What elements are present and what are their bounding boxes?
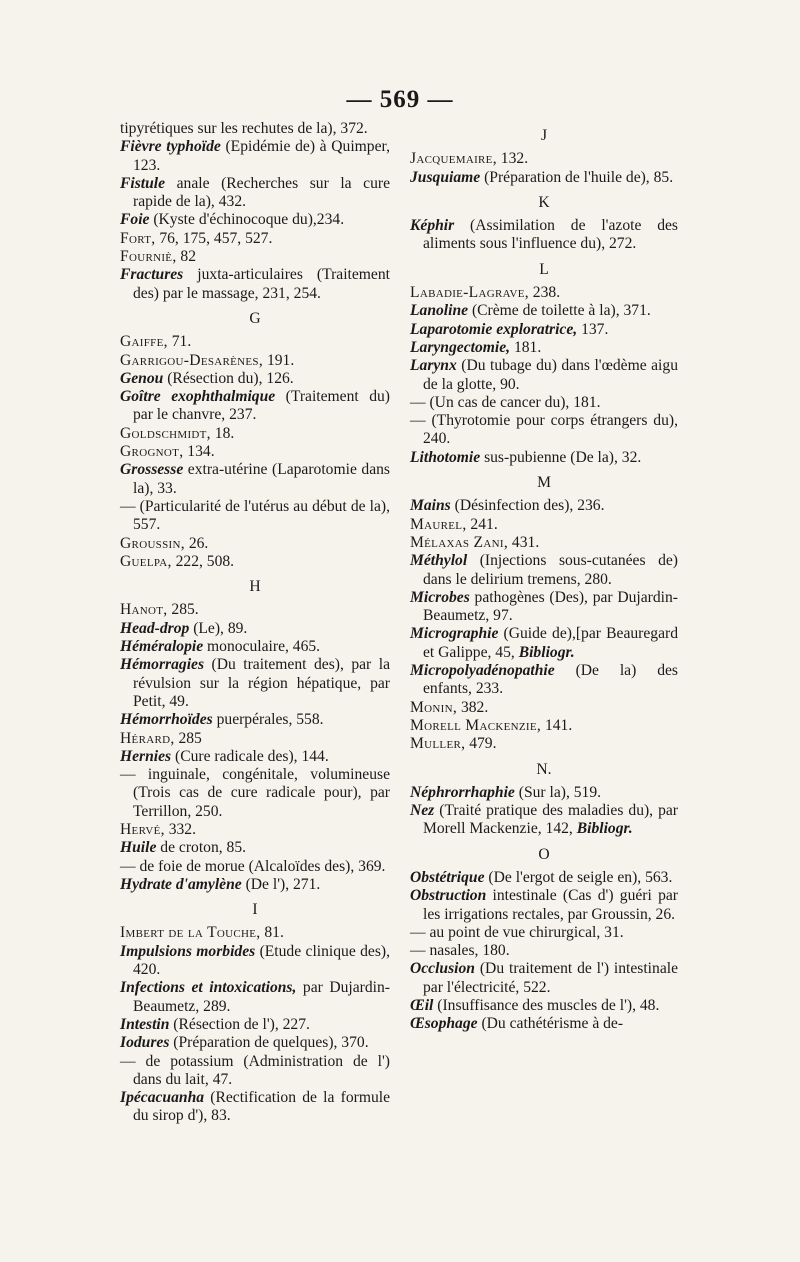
index-entry bbox=[120, 498, 390, 535]
entry-term: Goître exophthalmique bbox=[120, 388, 276, 406]
index-entry bbox=[410, 997, 678, 1015]
entry-term: Hémorrhoïdes bbox=[120, 711, 213, 729]
entry-text: — nasales, 180. bbox=[410, 942, 510, 960]
index-entry bbox=[120, 230, 390, 248]
entry-detail: 76, 175, 457, 527. bbox=[155, 229, 273, 247]
index-entry bbox=[120, 748, 390, 766]
entry-detail: (Le), 89. bbox=[189, 619, 248, 637]
entry-term: Képhir bbox=[410, 217, 455, 235]
entry-author: Fort, bbox=[120, 229, 156, 247]
index-entry bbox=[410, 625, 678, 662]
index-entry bbox=[410, 735, 678, 753]
entry-term: Jusquiame bbox=[410, 168, 481, 186]
index-entry bbox=[410, 924, 678, 942]
entry-author: Grognot, bbox=[120, 443, 184, 461]
index-entry bbox=[410, 217, 678, 254]
entry-term: Héméralopie bbox=[120, 638, 204, 656]
index-entry bbox=[410, 887, 678, 924]
index-entry bbox=[410, 534, 678, 552]
entry-detail: 285. bbox=[167, 601, 199, 619]
section-letter: L bbox=[539, 260, 549, 278]
entry-term-suffix: Bibliogr. bbox=[518, 643, 575, 661]
index-entry bbox=[120, 1053, 390, 1090]
entry-detail: 181. bbox=[510, 338, 542, 356]
index-entry bbox=[120, 1016, 390, 1034]
index-entry bbox=[120, 248, 390, 266]
entry-detail: 26. bbox=[184, 534, 209, 552]
index-entry bbox=[120, 1089, 390, 1126]
entry-term: Fistule bbox=[120, 174, 166, 192]
entry-detail: 141. bbox=[541, 716, 573, 734]
entry-detail: (Désinfection des), 236. bbox=[450, 497, 605, 515]
entry-detail: (De l'), 271. bbox=[241, 875, 321, 893]
entry-author: Jacquemaire, bbox=[410, 150, 497, 168]
entry-detail: (Kyste d'échinocoque du),234. bbox=[149, 211, 345, 229]
index-entry bbox=[410, 449, 678, 467]
index-entry bbox=[410, 589, 678, 626]
entry-author: Fourniè, bbox=[120, 248, 177, 266]
entry-detail: (Préparation de quelques), 370. bbox=[169, 1034, 369, 1052]
index-entry bbox=[120, 443, 390, 461]
index-entry bbox=[410, 869, 678, 887]
section-letter: J bbox=[540, 127, 548, 144]
index-entry bbox=[120, 766, 390, 821]
entry-term: Micrographie bbox=[410, 625, 499, 643]
index-entry bbox=[410, 717, 678, 735]
entry-term: Obstruction bbox=[410, 887, 487, 905]
index-entry bbox=[120, 388, 390, 425]
entry-detail: (Traité pratique des maladies du), par Morell Mackenzie, 142, bbox=[423, 802, 678, 838]
entry-detail: (Du traitement des), par la révulsion sur la région hépatique, par Petit, 49. bbox=[133, 656, 390, 710]
entry-detail: (De l'ergot de seigle en), 563. bbox=[484, 868, 673, 886]
entry-term: Intestin bbox=[120, 1015, 170, 1033]
index-entry bbox=[410, 150, 678, 168]
entry-detail: (Traitement du) par le chanvre, 237. bbox=[133, 388, 390, 424]
entry-detail: (Crème de toilette à la), 371. bbox=[468, 302, 651, 320]
entry-text: — inguinale, congénitale, volumineuse (Trois cas de cure radicale pour), par Terrillon, 250. bbox=[120, 766, 390, 820]
index-entry bbox=[120, 858, 390, 876]
entry-term: Grossesse bbox=[120, 461, 184, 479]
entry-term: Occlusion bbox=[410, 960, 475, 978]
entry-detail: (Epidémie de) à Quimper, 123. bbox=[133, 138, 390, 174]
index-entry bbox=[410, 699, 678, 717]
index-entry bbox=[120, 370, 390, 388]
entry-detail: 82 bbox=[176, 248, 197, 266]
entry-author: Maurel, bbox=[410, 515, 467, 533]
entry-detail: 81. bbox=[260, 924, 284, 942]
entry-detail: (Rectification de la formule du sirop d'), 83. bbox=[133, 1089, 390, 1125]
index-entry bbox=[120, 821, 390, 839]
section-letter: K bbox=[538, 193, 550, 211]
index-entry bbox=[120, 211, 390, 229]
entry-term: Néphrorrhaphie bbox=[410, 783, 515, 801]
entry-author: Guelpa, bbox=[120, 552, 172, 570]
entry-detail: 431. bbox=[508, 533, 540, 551]
index-entry bbox=[410, 662, 678, 699]
entry-text: — (Un cas de cancer du), 181. bbox=[410, 393, 601, 411]
entry-author: Garrigou-Desarènes, bbox=[120, 351, 264, 369]
index-entry bbox=[410, 394, 678, 412]
entry-author: Hérard, bbox=[120, 729, 175, 747]
entry-author: Morell Mackenzie, bbox=[410, 716, 542, 734]
index-entry bbox=[410, 357, 678, 394]
index-entry bbox=[120, 1034, 390, 1052]
index-entry bbox=[120, 656, 390, 711]
entry-term: Larynx bbox=[410, 357, 457, 375]
entry-term: Hernies bbox=[120, 747, 172, 765]
index-entry bbox=[120, 352, 390, 370]
entry-detail: 238. bbox=[528, 284, 561, 302]
index-entry bbox=[120, 601, 390, 619]
entry-term: Nez bbox=[410, 802, 435, 820]
entry-detail: (Assimilation de l'azote des aliments sous l'influence du), 272. bbox=[423, 217, 678, 253]
index-entry bbox=[410, 516, 678, 534]
entry-text: — (Thyrotomie pour corps étrangers du), 240. bbox=[410, 412, 678, 448]
entry-detail: 132. bbox=[496, 150, 529, 168]
entry-term: Obstétrique bbox=[410, 868, 485, 886]
right-column bbox=[410, 120, 678, 1034]
index-entry bbox=[120, 535, 390, 553]
entry-detail: 71. bbox=[167, 333, 192, 351]
entry-detail: de croton, 85. bbox=[156, 839, 247, 857]
index-entry bbox=[410, 284, 678, 302]
entry-detail: 479. bbox=[465, 735, 497, 753]
index-entry bbox=[120, 461, 390, 498]
index-entry bbox=[120, 266, 390, 303]
index-entry bbox=[120, 638, 390, 656]
entry-detail: par Dujardin-Beaumetz, 289. bbox=[133, 979, 390, 1015]
entry-detail: sus-pubienne (De la), 32. bbox=[480, 448, 642, 466]
index-entry bbox=[410, 802, 678, 839]
entry-text: — de potassium (Administration de l') dans du lait, 47. bbox=[120, 1052, 390, 1088]
entry-term: Genou bbox=[120, 369, 164, 387]
entry-author: Gaiffe, bbox=[120, 333, 168, 351]
section-letter: O bbox=[538, 845, 550, 863]
entry-detail: extra-utérine (Laparotomie dans la), 33. bbox=[133, 461, 390, 497]
entry-term: Lanoline bbox=[410, 302, 469, 320]
entry-detail: (Du tubage du) dans l'œdème aigu de la glotte, 90. bbox=[423, 357, 678, 393]
entry-detail: (Guide de),[par Beauregard et Galippe, 45, bbox=[423, 625, 678, 661]
entry-term: Huile bbox=[120, 839, 157, 857]
entry-detail: 285 bbox=[174, 729, 202, 747]
entry-term: Œsophage bbox=[410, 1015, 478, 1033]
entry-term: Laparotomie exploratrice, bbox=[410, 320, 578, 338]
entry-detail: pathogènes (Des), par Dujardin-Beaumetz, 97. bbox=[423, 588, 678, 625]
entry-detail: (Résection de l'), 227. bbox=[169, 1015, 310, 1033]
entry-term: Micropolyadénopathie bbox=[410, 662, 555, 680]
entry-detail: anale (Recherches sur la cure rapide de la), 432. bbox=[133, 174, 390, 211]
entry-detail: monoculaire, 465. bbox=[203, 638, 321, 656]
entry-term: Mains bbox=[410, 497, 451, 515]
index-entry bbox=[120, 711, 390, 729]
section-letter: G bbox=[249, 309, 261, 327]
entry-detail: (Etude clinique des), 420. bbox=[133, 942, 390, 979]
index-entry bbox=[120, 175, 390, 212]
entry-term-suffix: Bibliogr. bbox=[576, 820, 633, 838]
section-letter: N. bbox=[536, 760, 552, 778]
entry-detail: (Injections sous-cutanées de) dans le delirium tremens, 280. bbox=[423, 552, 678, 588]
entry-author: Imbert de la Touche, bbox=[120, 924, 261, 942]
entry-term: Hémorragies bbox=[120, 656, 205, 674]
entry-author: Hanot, bbox=[120, 601, 168, 619]
index-entry bbox=[120, 425, 390, 443]
entry-detail: 191. bbox=[263, 351, 295, 369]
entry-author: Labadie-Lagrave, bbox=[410, 284, 529, 302]
index-entry bbox=[410, 1015, 678, 1033]
entry-author: Mélaxas Zani, bbox=[410, 533, 509, 551]
entry-term: Fièvre typhoïde bbox=[120, 138, 221, 156]
entry-detail: 137. bbox=[577, 320, 609, 338]
index-entry bbox=[120, 120, 390, 138]
left-column bbox=[120, 120, 390, 1126]
section-letter: H bbox=[249, 578, 261, 596]
entry-author: Hervé, bbox=[120, 820, 165, 838]
entry-term: Head-drop bbox=[120, 619, 190, 637]
entry-term: Œil bbox=[410, 997, 434, 1015]
entry-detail: 222, 508. bbox=[171, 552, 235, 570]
index-entry bbox=[410, 960, 678, 997]
entry-author: Monin, bbox=[410, 698, 458, 716]
entry-author: Groussin, bbox=[120, 534, 185, 552]
entry-term: Hydrate d'amylène bbox=[120, 875, 242, 893]
index-entry bbox=[120, 730, 390, 748]
index-entry bbox=[410, 412, 678, 449]
entry-term: Méthylol bbox=[410, 552, 468, 570]
entry-text: — au point de vue chirurgical, 31. bbox=[410, 923, 624, 941]
entry-detail: puerpérales, 558. bbox=[212, 711, 324, 729]
index-entry bbox=[410, 339, 678, 357]
index-entry bbox=[410, 497, 678, 515]
entry-detail: (Préparation de l'huile de), 85. bbox=[480, 168, 674, 186]
entry-detail: juxta-articulaires (Traitement des) par le massage, 231, 254. bbox=[133, 266, 390, 302]
entry-detail: 382. bbox=[457, 698, 489, 716]
index-entry bbox=[410, 784, 678, 802]
entry-text: — (Particularité de l'utérus au début de la), 557. bbox=[120, 497, 390, 534]
entry-detail: (Sur la), 519. bbox=[514, 783, 602, 801]
section-letter: M bbox=[537, 474, 551, 492]
index-entry bbox=[120, 553, 390, 571]
index-entry bbox=[410, 302, 678, 320]
section-letter: I bbox=[252, 901, 258, 919]
entry-detail: (Résection du), 126. bbox=[163, 369, 294, 387]
entry-detail: (De la) des enfants, 233. bbox=[423, 662, 678, 698]
entry-detail: (Du traitement de l') intestinale par l'électricité, 522. bbox=[423, 960, 678, 996]
index-entry bbox=[120, 979, 390, 1016]
entry-text: tipyrétiques sur les rechutes de la), 372. bbox=[120, 120, 368, 137]
index-entry bbox=[120, 839, 390, 857]
index-entry bbox=[410, 942, 678, 960]
entry-detail: 241. bbox=[466, 515, 498, 533]
entry-detail: 134. bbox=[183, 443, 215, 461]
entry-term: Lithotomie bbox=[410, 448, 481, 466]
entry-term: Microbes bbox=[410, 588, 470, 606]
entry-detail: (Insuffisance des muscles de l'), 48. bbox=[433, 997, 660, 1015]
entry-detail: 332. bbox=[164, 820, 196, 838]
index-entry bbox=[410, 169, 678, 187]
index-entry bbox=[120, 333, 390, 351]
index-entry bbox=[120, 876, 390, 894]
entry-term: Impulsions morbides bbox=[120, 942, 256, 960]
entry-text: — de foie de morue (Alcaloïdes des), 369. bbox=[120, 857, 386, 875]
entry-detail: (Du cathétérisme à de- bbox=[477, 1015, 624, 1033]
entry-author: Muller, bbox=[410, 735, 466, 753]
index-entry bbox=[120, 943, 390, 980]
entry-term: Laryngectomie, bbox=[410, 338, 511, 356]
index-entry bbox=[410, 552, 678, 589]
entry-term: Foie bbox=[120, 211, 150, 229]
entry-detail: 18. bbox=[210, 424, 235, 442]
entry-term: Fractures bbox=[120, 266, 184, 284]
index-entry bbox=[120, 138, 390, 175]
entry-detail: (Cure radicale des), 144. bbox=[171, 747, 329, 765]
entry-term: Infections et intoxications, bbox=[120, 979, 297, 997]
index-entry bbox=[410, 321, 678, 339]
index-entry bbox=[120, 924, 390, 942]
entry-term: Ipécacuanha bbox=[120, 1089, 205, 1107]
entry-term: Iodures bbox=[120, 1034, 170, 1052]
index-entry bbox=[120, 620, 390, 638]
entry-detail: intestinale (Cas d') guéri par les irrigations rectales, par Groussin, 26. bbox=[423, 887, 678, 923]
page-number: — 569 — bbox=[346, 86, 454, 113]
entry-author: Goldschmidt, bbox=[120, 424, 211, 442]
